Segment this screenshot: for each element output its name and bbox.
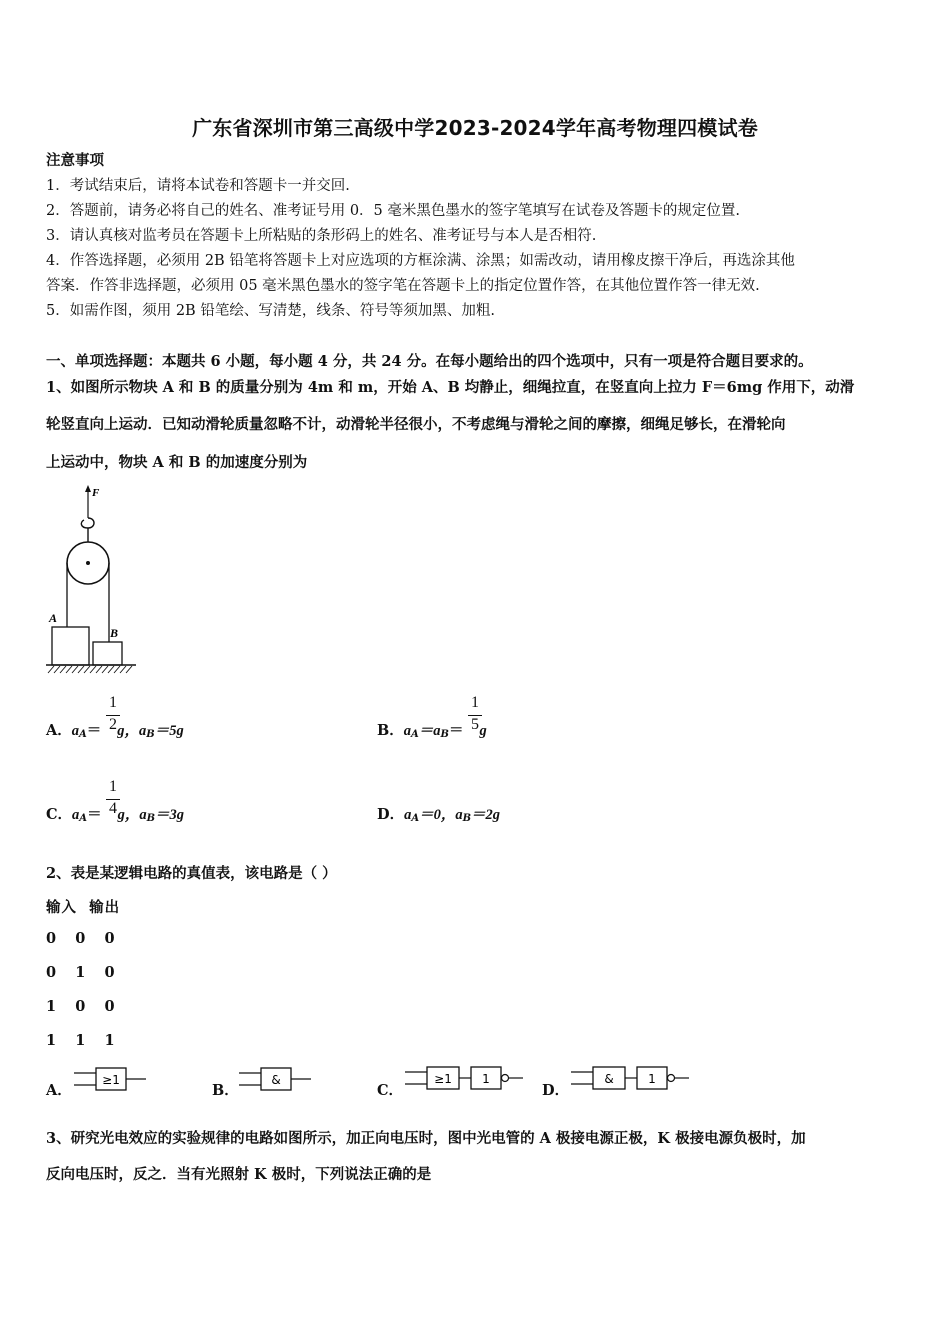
q1-option-b-fraction: 1 5	[468, 694, 482, 734]
notice-item: 5．如需作图，须用 2B 铅笔绘、写清楚，线条、符号等须加黑、加粗.	[46, 303, 495, 319]
q2-option-b-label[interactable]: B．	[212, 1082, 239, 1099]
q1-option-a[interactable]: A．$a_A= g$，$a_B=5g$	[46, 722, 184, 740]
q1-stem-line: 轮竖直向上运动．已知动滑轮质量忽略不计，动滑轮半径很小，不考虑绳与滑轮之间的摩擦，细绳足够长，在滑轮向	[46, 416, 786, 433]
truth-table-row: 1 1 1	[46, 1032, 116, 1049]
q1-option-c-fraction: 1 4	[106, 778, 120, 818]
notice-item: 3．请认真核对监考员在答题卡上所粘贴的条形码上的姓名、准考证号与本人是否相符.	[46, 228, 597, 244]
svg-text:&: &	[604, 1072, 614, 1086]
q2-stem: 2、表是某逻辑电路的真值表，该电路是（ ）	[46, 865, 337, 882]
or-gate-icon[interactable]	[74, 1066, 148, 1092]
truth-table-row: 0 1 0	[46, 964, 116, 981]
block-b-label: B	[110, 626, 119, 640]
force-label: F	[92, 487, 100, 499]
nand-gate-icon[interactable]	[571, 1065, 691, 1091]
notice-item: 2．答题前，请务必将自己的姓名、准考证号用 0．5 毫米黑色墨水的签字笔填写在试卷及答题卡的规定位置.	[46, 203, 740, 219]
notice-item: 答案．作答非选择题，必须用 05 毫米黑色墨水的签字笔在答题卡上的指定位置作答，在其他位置作答一律无效.	[46, 278, 760, 294]
section-heading: 一、单项选择题：本题共 6 小题，每小题 4 分，共 24 分。在每小题给出的四个选项中，只有一项是符合题目要求的。	[46, 353, 813, 370]
svg-text:≥1: ≥1	[102, 1073, 120, 1087]
nor-gate-icon[interactable]	[405, 1065, 525, 1091]
svg-text:1: 1	[648, 1072, 656, 1086]
truth-table-header: 输入 输出	[46, 899, 121, 916]
q1-option-d[interactable]: D．$a_A=0$，$a_B=2g$	[377, 806, 501, 824]
q2-option-d-label[interactable]: D．	[542, 1082, 570, 1099]
q1-stem-line: 上运动中，物块 A 和 B 的加速度分别为	[46, 454, 308, 471]
svg-text:≥1: ≥1	[434, 1072, 452, 1086]
notice-heading: 注意事项	[46, 152, 104, 169]
q1-option-a-fraction: 1 2	[106, 694, 120, 734]
q1-stem-line: 1、如图所示物块 A 和 B 的质量分别为 4m 和 m，开始 A、B 均静止，细绳拉直，在竖直向上拉力 F＝6mg 作用下，动滑	[46, 379, 855, 396]
pulley-diagram	[44, 484, 154, 676]
notice-item: 1．考试结束后，请将本试卷和答题卡一并交回.	[46, 178, 350, 194]
truth-table-row: 0 0 0	[46, 930, 116, 947]
q1-option-c[interactable]: C．$a_A= g$，$a_B=3g$	[46, 806, 185, 824]
truth-table-row: 1 0 0	[46, 998, 116, 1015]
q2-option-c-label[interactable]: C．	[377, 1082, 404, 1099]
svg-text:1: 1	[482, 1072, 490, 1086]
page-title: 广东省深圳市第三高级中学2023-2024学年高考物理四模试卷	[192, 116, 758, 140]
and-gate-icon[interactable]	[239, 1066, 313, 1092]
notice-item: 4．作答选择题，必须用 2B 铅笔将答题卡上对应选项的方框涂满、涂黑；如需改动，请用橡皮擦干净后，再选涂其他	[46, 253, 795, 269]
q2-option-a-label[interactable]: A．	[46, 1082, 72, 1099]
q3-stem-line: 3、研究光电效应的实验规律的电路如图所示，加正向电压时，图中光电管的 A 极接电源正极，K 极接电源负极时，加	[46, 1130, 806, 1147]
q1-option-b[interactable]: B．$a_A=a_B= g$	[377, 722, 487, 740]
q3-stem-line: 反向电压时，反之．当有光照射 K 极时，下列说法正确的是	[46, 1166, 432, 1183]
block-a-label: A	[49, 611, 58, 625]
svg-text:&: &	[271, 1073, 281, 1087]
